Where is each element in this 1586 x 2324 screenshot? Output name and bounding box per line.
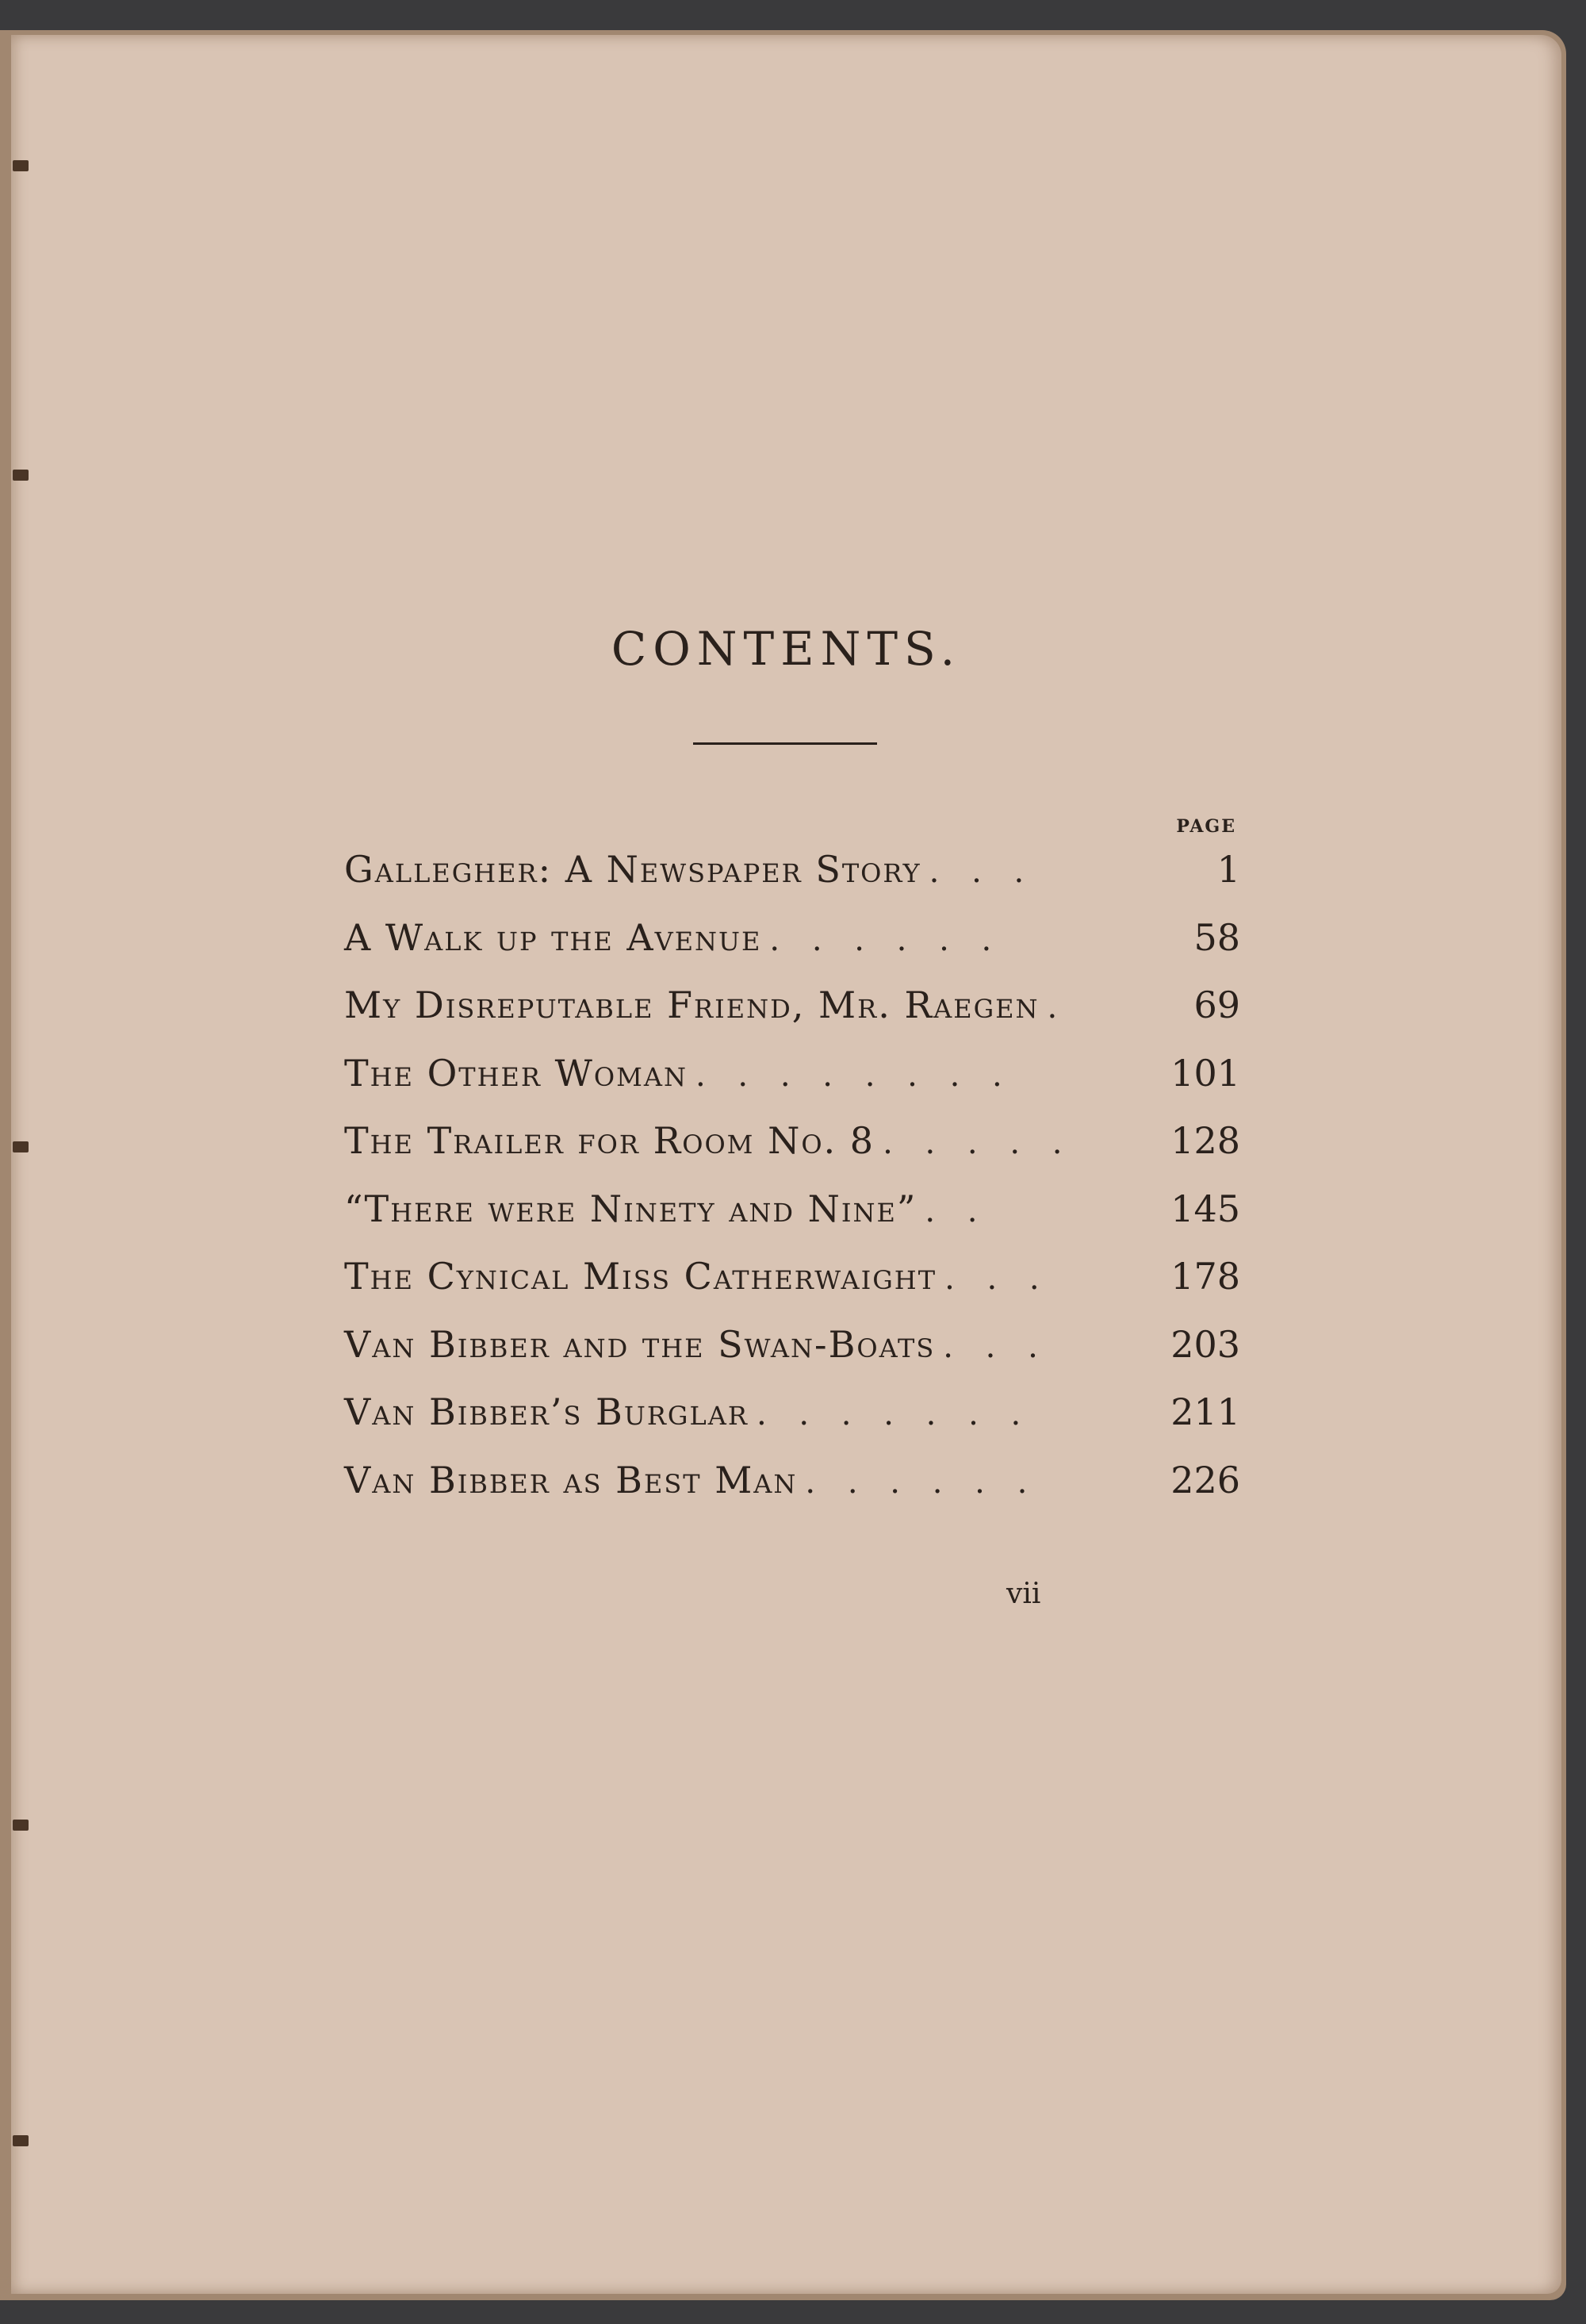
toc-entry-page: 58 (1193, 915, 1240, 959)
toc-entry-page: 145 (1170, 1187, 1240, 1230)
toc-entry-title: “There were Ninety and Nine” (344, 1187, 918, 1230)
toc-entry-page: 101 (1170, 1051, 1240, 1095)
toc-entry (344, 984, 1240, 1052)
toc-entry-title: The Cynical Miss Catherwaight (344, 1255, 937, 1298)
toc-entry-leader: . . . (929, 853, 1036, 890)
toc-entry-leader: . . . . . (883, 1125, 1074, 1161)
toc-entry-title: Van Bibber’s Burglar (344, 1390, 749, 1433)
toc-entry-page: 226 (1170, 1458, 1240, 1501)
toc-entry (344, 1390, 1240, 1459)
toc-entry-title: My Disreputable Friend, Mr. Raegen (344, 984, 1040, 1026)
table-of-contents (344, 848, 1240, 1526)
toc-entry-page: 178 (1170, 1255, 1240, 1298)
binding-thread-mark (13, 2135, 29, 2146)
toc-entry-leader: . . . (943, 1328, 1049, 1365)
toc-entry-leader: . . . . . . . . (695, 1057, 1013, 1094)
toc-entry (344, 1187, 1240, 1256)
toc-entry-leader: . . . . . . (805, 1463, 1039, 1501)
toc-entry-title: The Trailer for Room No. 8 (344, 1119, 875, 1162)
binding-thread-mark (13, 1820, 29, 1831)
page-column-header: PAGE (1176, 816, 1236, 837)
toc-entry-title: A Walk up the Avenue (344, 915, 762, 959)
toc-entry-title: Van Bibber as Best Man (344, 1458, 798, 1501)
binding-thread-mark (13, 470, 29, 481)
toc-entry (344, 1255, 1240, 1323)
toc-entry-leader: . (1047, 989, 1069, 1026)
book-page (11, 35, 1561, 2294)
toc-entry (344, 916, 1240, 984)
toc-entry-title: Gallegher: A Newspaper Story (344, 848, 921, 891)
toc-entry-leader: . . (925, 1192, 989, 1229)
binding-thread-mark (13, 160, 29, 171)
toc-entry-page: 211 (1170, 1390, 1240, 1433)
toc-entry-page: 1 (1216, 848, 1240, 891)
toc-entry (344, 1323, 1240, 1391)
binding-thread-mark (13, 1141, 29, 1152)
toc-entry (344, 1119, 1240, 1187)
toc-entry-leader: . . . (944, 1260, 1051, 1297)
toc-entry-leader: . . . . . . . (756, 1396, 1032, 1432)
title-rule (693, 742, 877, 745)
toc-entry-leader: . . . . . . (769, 921, 1003, 958)
page-folio-number: vii (1006, 1578, 1041, 1610)
toc-entry-page: 128 (1170, 1119, 1240, 1162)
toc-entry (344, 1459, 1240, 1527)
toc-entry-title: The Other Woman (344, 1051, 688, 1095)
toc-entry (344, 848, 1240, 916)
toc-entry-title: Van Bibber and the Swan-Boats (344, 1322, 936, 1366)
toc-entry-page: 203 (1170, 1322, 1240, 1366)
page-title: CONTENTS. (611, 622, 962, 676)
toc-entry-page: 69 (1193, 984, 1240, 1026)
toc-entry (344, 1052, 1240, 1120)
